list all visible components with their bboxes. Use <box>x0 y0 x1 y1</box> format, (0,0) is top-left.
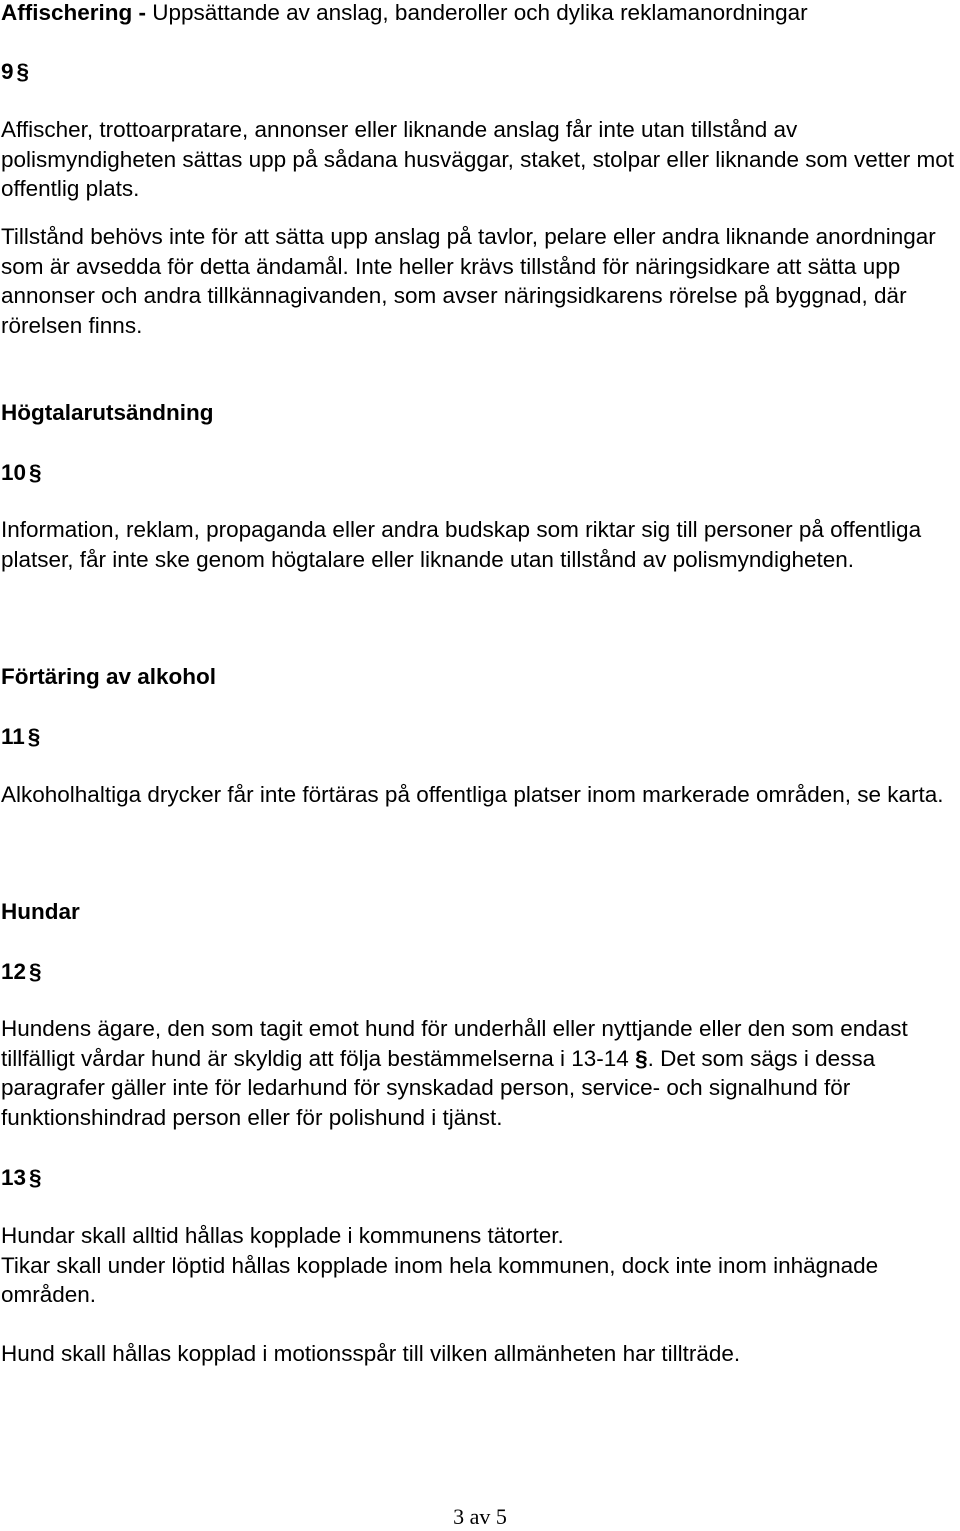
paragraph-number: 10 <box>1 460 27 485</box>
paragraph-9-text-2 <box>1 222 959 340</box>
body-text-part: . Det som sägs i dessa paragrafer gäller inte för ledarhund för synskadad person, service- och signalhund för funktionshindrad person eller för polishund i tjänst. <box>1 1045 876 1130</box>
section-heading: Hundar <box>1 899 80 924</box>
body-text: Tikar skall under löptid hållas kopplade inom hela kommunen, dock inte inom inhägnade områden. <box>1 1252 879 1307</box>
body-text <box>1 1014 959 1132</box>
heading-fortaring-av-alkohol <box>1 662 959 692</box>
body-text: Alkoholhaltiga drycker får inte förtäras på offentliga platser inom markerade områden, se karta. <box>1 782 944 807</box>
page-number: 3 av 5 <box>453 1504 507 1529</box>
section-sign: § <box>27 724 41 749</box>
body-text: Tillstånd behövs inte för att sätta upp anslag på tavlor, pelare eller andra liknande anordningar som är avsedda för detta ändamål. Inte heller krävs tillstånd för näringsidkare att sätta upp annonser och andra tillkännagivanden, som avser näringsidkarens rörelse på byggnad, där rörelsen finns. <box>1 224 936 338</box>
paragraph-10-text <box>1 515 959 574</box>
section-heading: Förtäring av alkohol <box>1 664 217 689</box>
paragraph-13-text-2 <box>1 1339 959 1369</box>
header-title-bold: Affischering - <box>1 0 147 25</box>
heading-hundar <box>1 897 959 927</box>
section-sign: § <box>29 959 42 984</box>
section-heading: Högtalarutsändning <box>1 400 214 425</box>
paragraph-9-text-1 <box>1 115 959 204</box>
section-sign: § <box>29 1165 42 1190</box>
paragraph-number: 11 <box>1 724 25 749</box>
paragraph-number: 13 <box>1 1165 27 1190</box>
paragraph-number-13 <box>1 1163 959 1193</box>
body-text: Affischer, trottoarpratare, annonser eller liknande anslag får inte utan tillstånd av polismyndigheten sättas upp på sådana husväggar, staket, stolpar eller liknande som vetter mot offentlig plats. <box>1 117 955 201</box>
paragraph-number-10 <box>1 458 959 488</box>
paragraph-number: 9 <box>1 59 14 84</box>
paragraph-13-text-1 <box>1 1221 959 1310</box>
paragraph-number-11 <box>1 722 959 752</box>
section-sign: § <box>29 460 42 485</box>
body-text: Hundar skall alltid hållas kopplade i kommunens tätorter. <box>1 1223 564 1248</box>
section-sign: § <box>635 1045 648 1071</box>
body-text-part: Hundens ägare, den som tagit emot hund för underhåll eller nyttjande eller den som endast tillfälligt vårdar hund är skyldig att följa bestämmelserna i 13-14 <box>1 1016 908 1071</box>
body-text: Information, reklam, propaganda eller andra budskap som riktar sig till personer på offentliga platser, får inte ske genom högtalare eller liknande utan tillstånd av polismyndigheten. <box>1 517 922 572</box>
paragraph-11-text <box>1 780 959 810</box>
paragraph-number: 12 <box>1 959 27 984</box>
section-header <box>1 0 808 26</box>
section-sign: § <box>16 59 30 84</box>
paragraph-12-text <box>1 1014 959 1132</box>
paragraph-number-12 <box>1 957 959 987</box>
paragraph-number-9 <box>1 57 959 87</box>
heading-hogtalarutsandning <box>1 398 959 428</box>
body-text: Hund skall hållas kopplad i motionsspår till vilken allmänheten har tillträde. <box>1 1341 741 1366</box>
header-title-rest: Uppsättande av anslag, banderoller och dylika reklamanordningar <box>146 0 808 25</box>
